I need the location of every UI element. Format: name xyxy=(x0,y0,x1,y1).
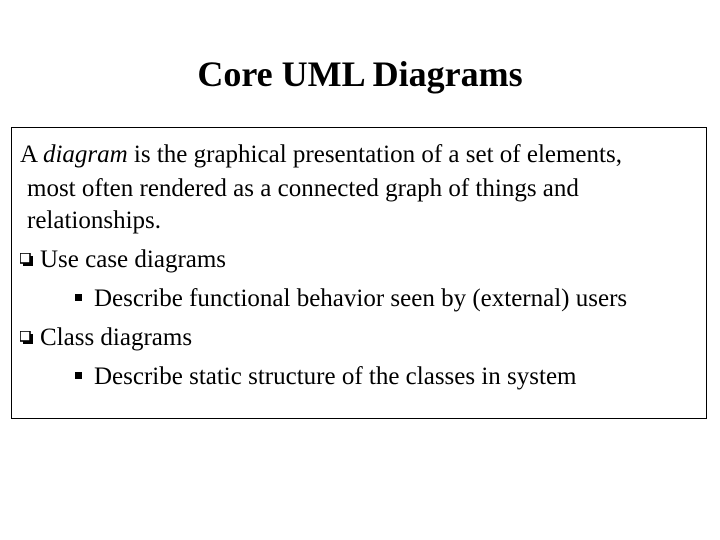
intro-rest: is the graphical presentation of a set of elements, xyxy=(127,141,622,168)
intro-emphasis: diagram xyxy=(42,141,128,168)
list-item-class xyxy=(20,323,192,353)
list-item-use-case xyxy=(20,245,226,275)
checkbox-square-icon xyxy=(20,331,34,345)
list-item-label: Class diagrams xyxy=(40,324,193,351)
checkbox-square-icon xyxy=(20,253,34,267)
sub-item-class xyxy=(75,362,577,392)
intro-line-1 xyxy=(20,140,622,170)
square-bullet-icon xyxy=(75,372,82,379)
list-item-label: Use case diagrams xyxy=(40,246,227,273)
square-bullet-icon xyxy=(75,294,82,301)
sub-item-use-case xyxy=(75,284,627,314)
slide-title: Core UML Diagrams xyxy=(197,54,523,94)
content-box xyxy=(11,127,707,419)
sub-item-label: Describe functional behavior seen by (external) users xyxy=(94,285,628,312)
intro-line-3: relationships. xyxy=(27,207,162,234)
intro-lead: A xyxy=(20,141,43,168)
sub-item-label: Describe static structure of the classes in system xyxy=(94,363,577,390)
intro-line-2: most often rendered as a connected graph of things and xyxy=(27,175,579,202)
